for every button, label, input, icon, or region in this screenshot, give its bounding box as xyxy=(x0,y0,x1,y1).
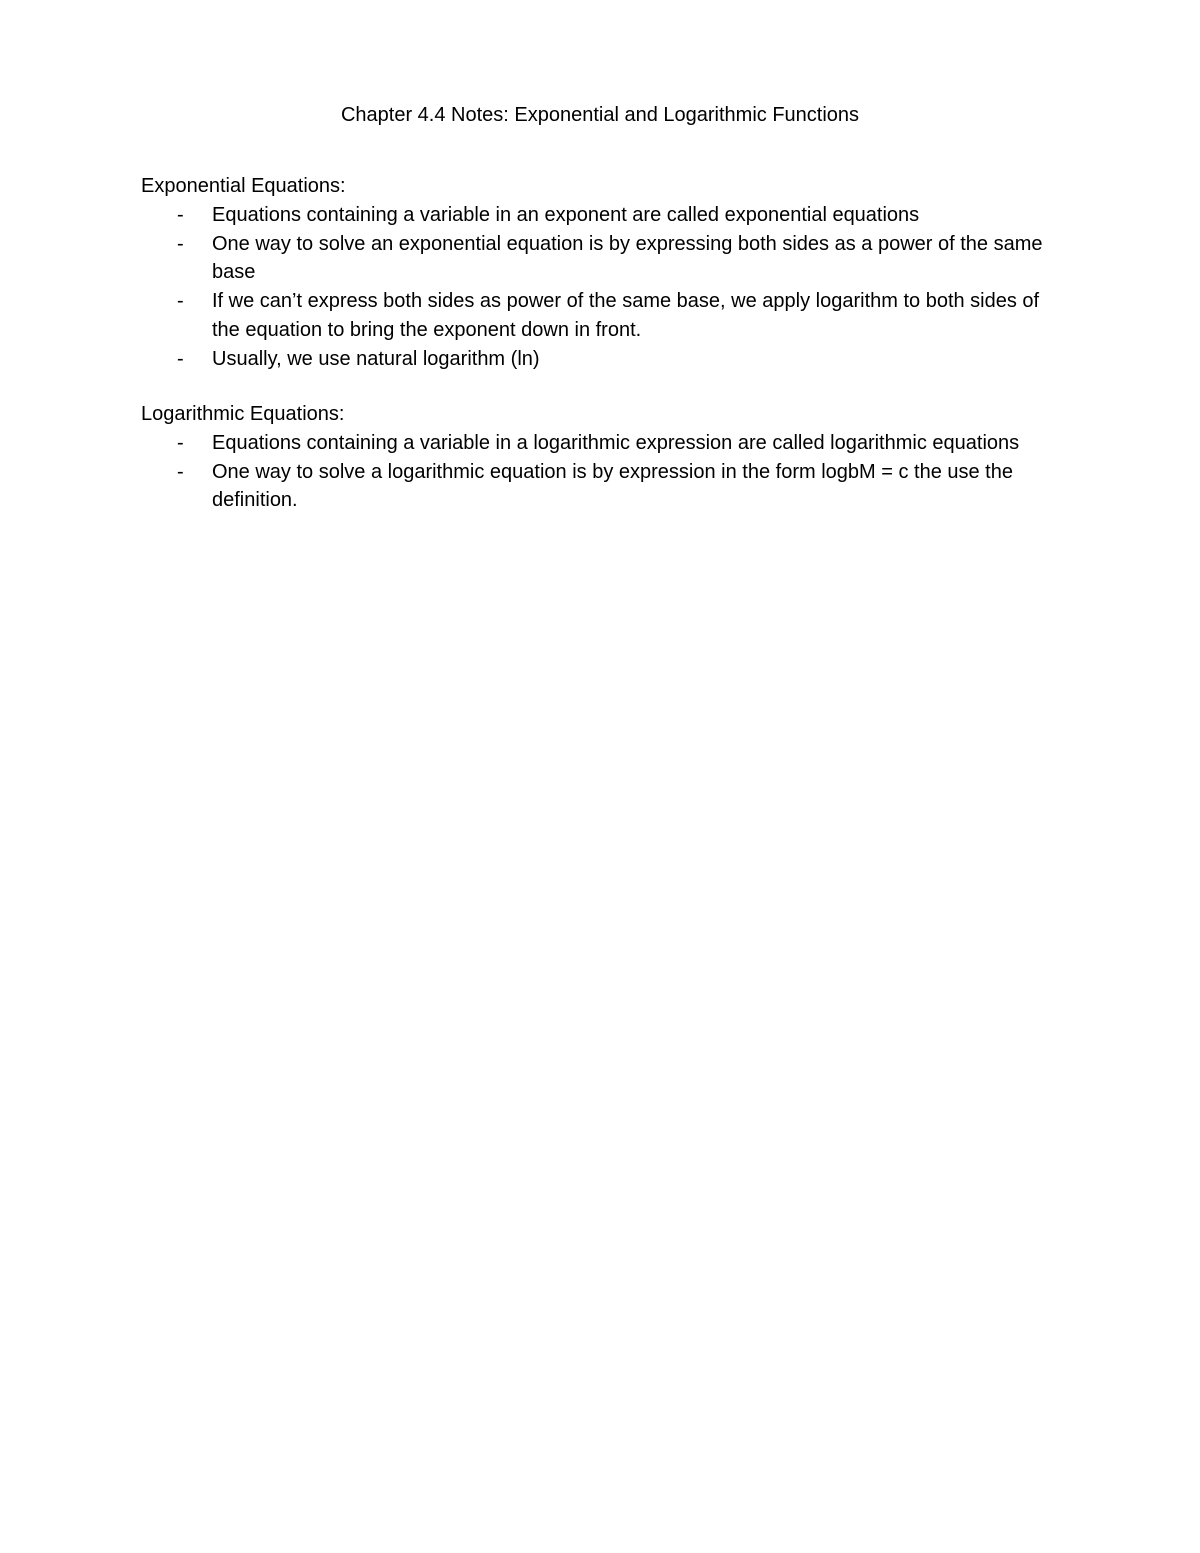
dash-bullet: - xyxy=(177,460,184,483)
list-item-text: Equations containing a variable in a logarithmic expression are called logarithmic equations xyxy=(212,432,1020,454)
section-heading: Exponential Equations: xyxy=(141,175,346,197)
section-heading: Logarithmic Equations: xyxy=(141,403,345,425)
dash-bullet: - xyxy=(177,432,184,454)
list-item xyxy=(141,458,1061,515)
section-exponential-equations xyxy=(141,171,1061,373)
bullet-list xyxy=(141,201,1061,373)
list-item-text: Usually, we use natural logarithm (ln) xyxy=(212,347,540,370)
dash-bullet: - xyxy=(177,290,184,313)
list-item-text: Equations containing a variable in an exponent are called exponential equations xyxy=(212,204,920,226)
list-item-text: One way to solve an exponential equation is by expressing both sides as a power of the same base xyxy=(212,232,1043,284)
bullet-list xyxy=(141,429,1061,515)
dash-bullet: - xyxy=(177,204,184,226)
list-item xyxy=(141,230,1061,287)
list-item xyxy=(141,201,1061,230)
list-item xyxy=(141,429,1061,458)
list-item-text: One way to solve a logarithmic equation is by expression in the form logbM = c the use the definition. xyxy=(212,460,1013,512)
list-item xyxy=(141,345,1061,374)
section-logarithmic-equations xyxy=(141,399,1061,515)
list-item-text: If we can’t express both sides as power of the same base, we apply logarithm to both sides of the equation to bring the exponent down in front. xyxy=(212,290,1040,341)
dash-bullet: - xyxy=(177,347,184,370)
page-title: Chapter 4.4 Notes: Exponential and Logarithmic Functions xyxy=(340,104,860,126)
dash-bullet: - xyxy=(177,232,184,255)
list-item xyxy=(141,287,1061,344)
